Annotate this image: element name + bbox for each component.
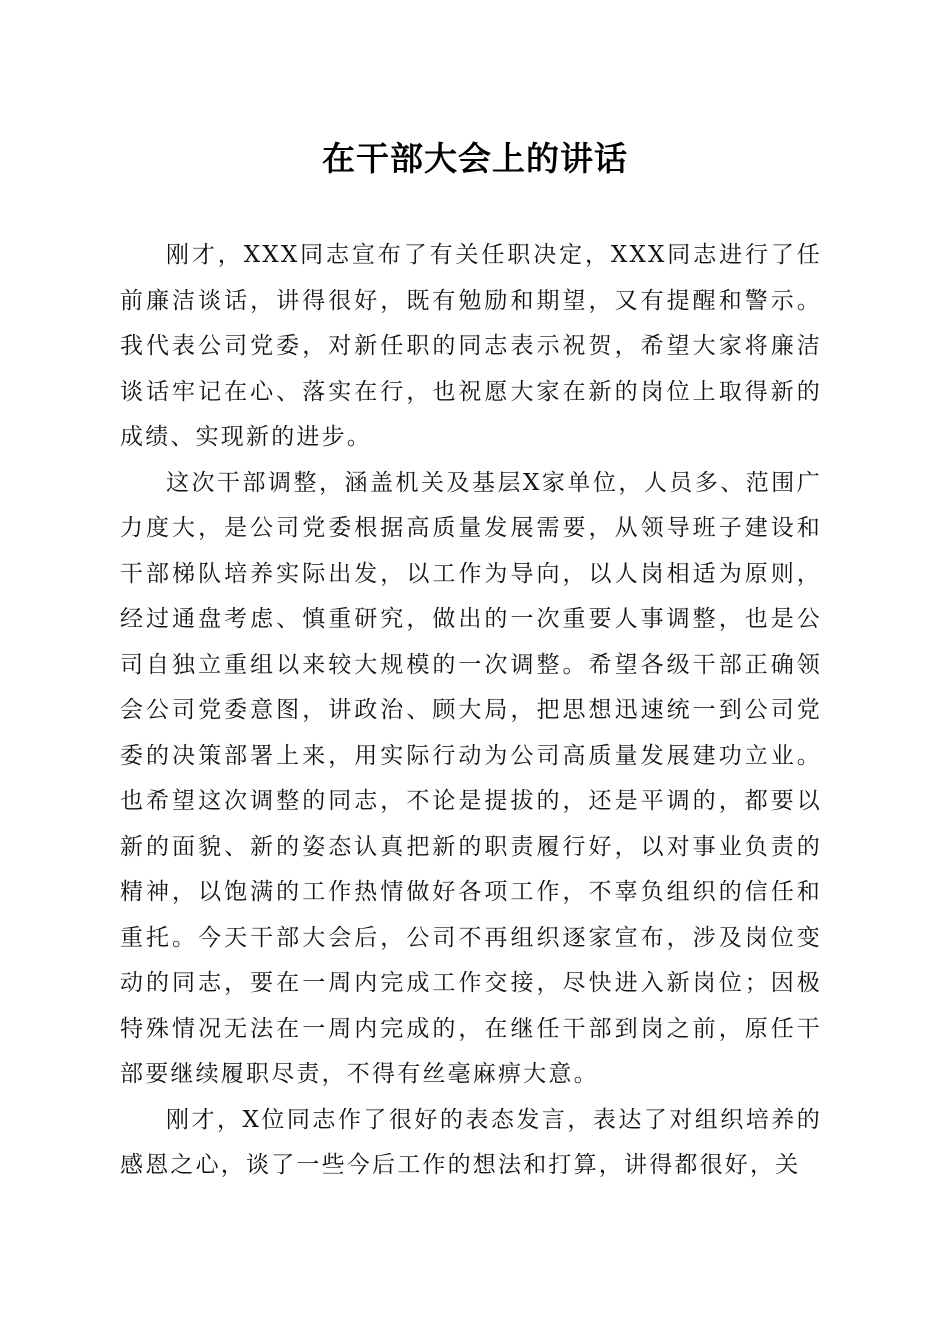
paragraph-1: 刚才，XXX同志宣布了有关任职决定，XXX同志进行了任前廉洁谈话，讲得很好，既有勉励和期望，又有提醒和警示。我代表公司党委，对新任职的同志表示祝贺，希望大家将廉洁谈话牢记在心、落实在行，也祝愿大家在新的岗位上取得新的成绩、实现新的进步。	[120, 242, 822, 450]
document-title: 在干部大会上的讲话	[322, 139, 628, 178]
document-body	[120, 233, 822, 1189]
paragraph-3: 刚才，X位同志作了很好的表态发言，表达了对组织培养的感恩之心，谈了一些今后工作的想法和打算，讲得都很好，关	[120, 1106, 822, 1178]
paragraph-2: 这次干部调整，涵盖机关及基层X家单位，人员多、范围广力度大，是公司党委根据高质量发展需要，从领导班子建设和干部梯队培养实际出发，以工作为导向，以人岗相适为原则，经过通盘考虑、慎重研究，做出的一次重要人事调整，也是公司自独立重组以来较大规模的一次调整。希望各级干部正确领会公司党委意图，讲政治、顾大局，把思想迅速统一到公司党委的决策部署上来，用实际行动为公司高质量发展建功立业。也希望这次调整的同志，不论是提拔的，还是平调的，都要以新的面貌、新的姿态认真把新的职责履行好，以对事业负责的精神，以饱满的工作热情做好各项工作，不辜负组织的信任和重托。今天干部大会后，公司不再组织逐家宣布，涉及岗位变动的同志，要在一周内完成工作交接，尽快进入新岗位；因极特殊情况无法在一周内完成的，在继任干部到岗之前，原任干部要继续履职尽责，不得有丝毫麻痹大意。	[120, 469, 822, 1087]
